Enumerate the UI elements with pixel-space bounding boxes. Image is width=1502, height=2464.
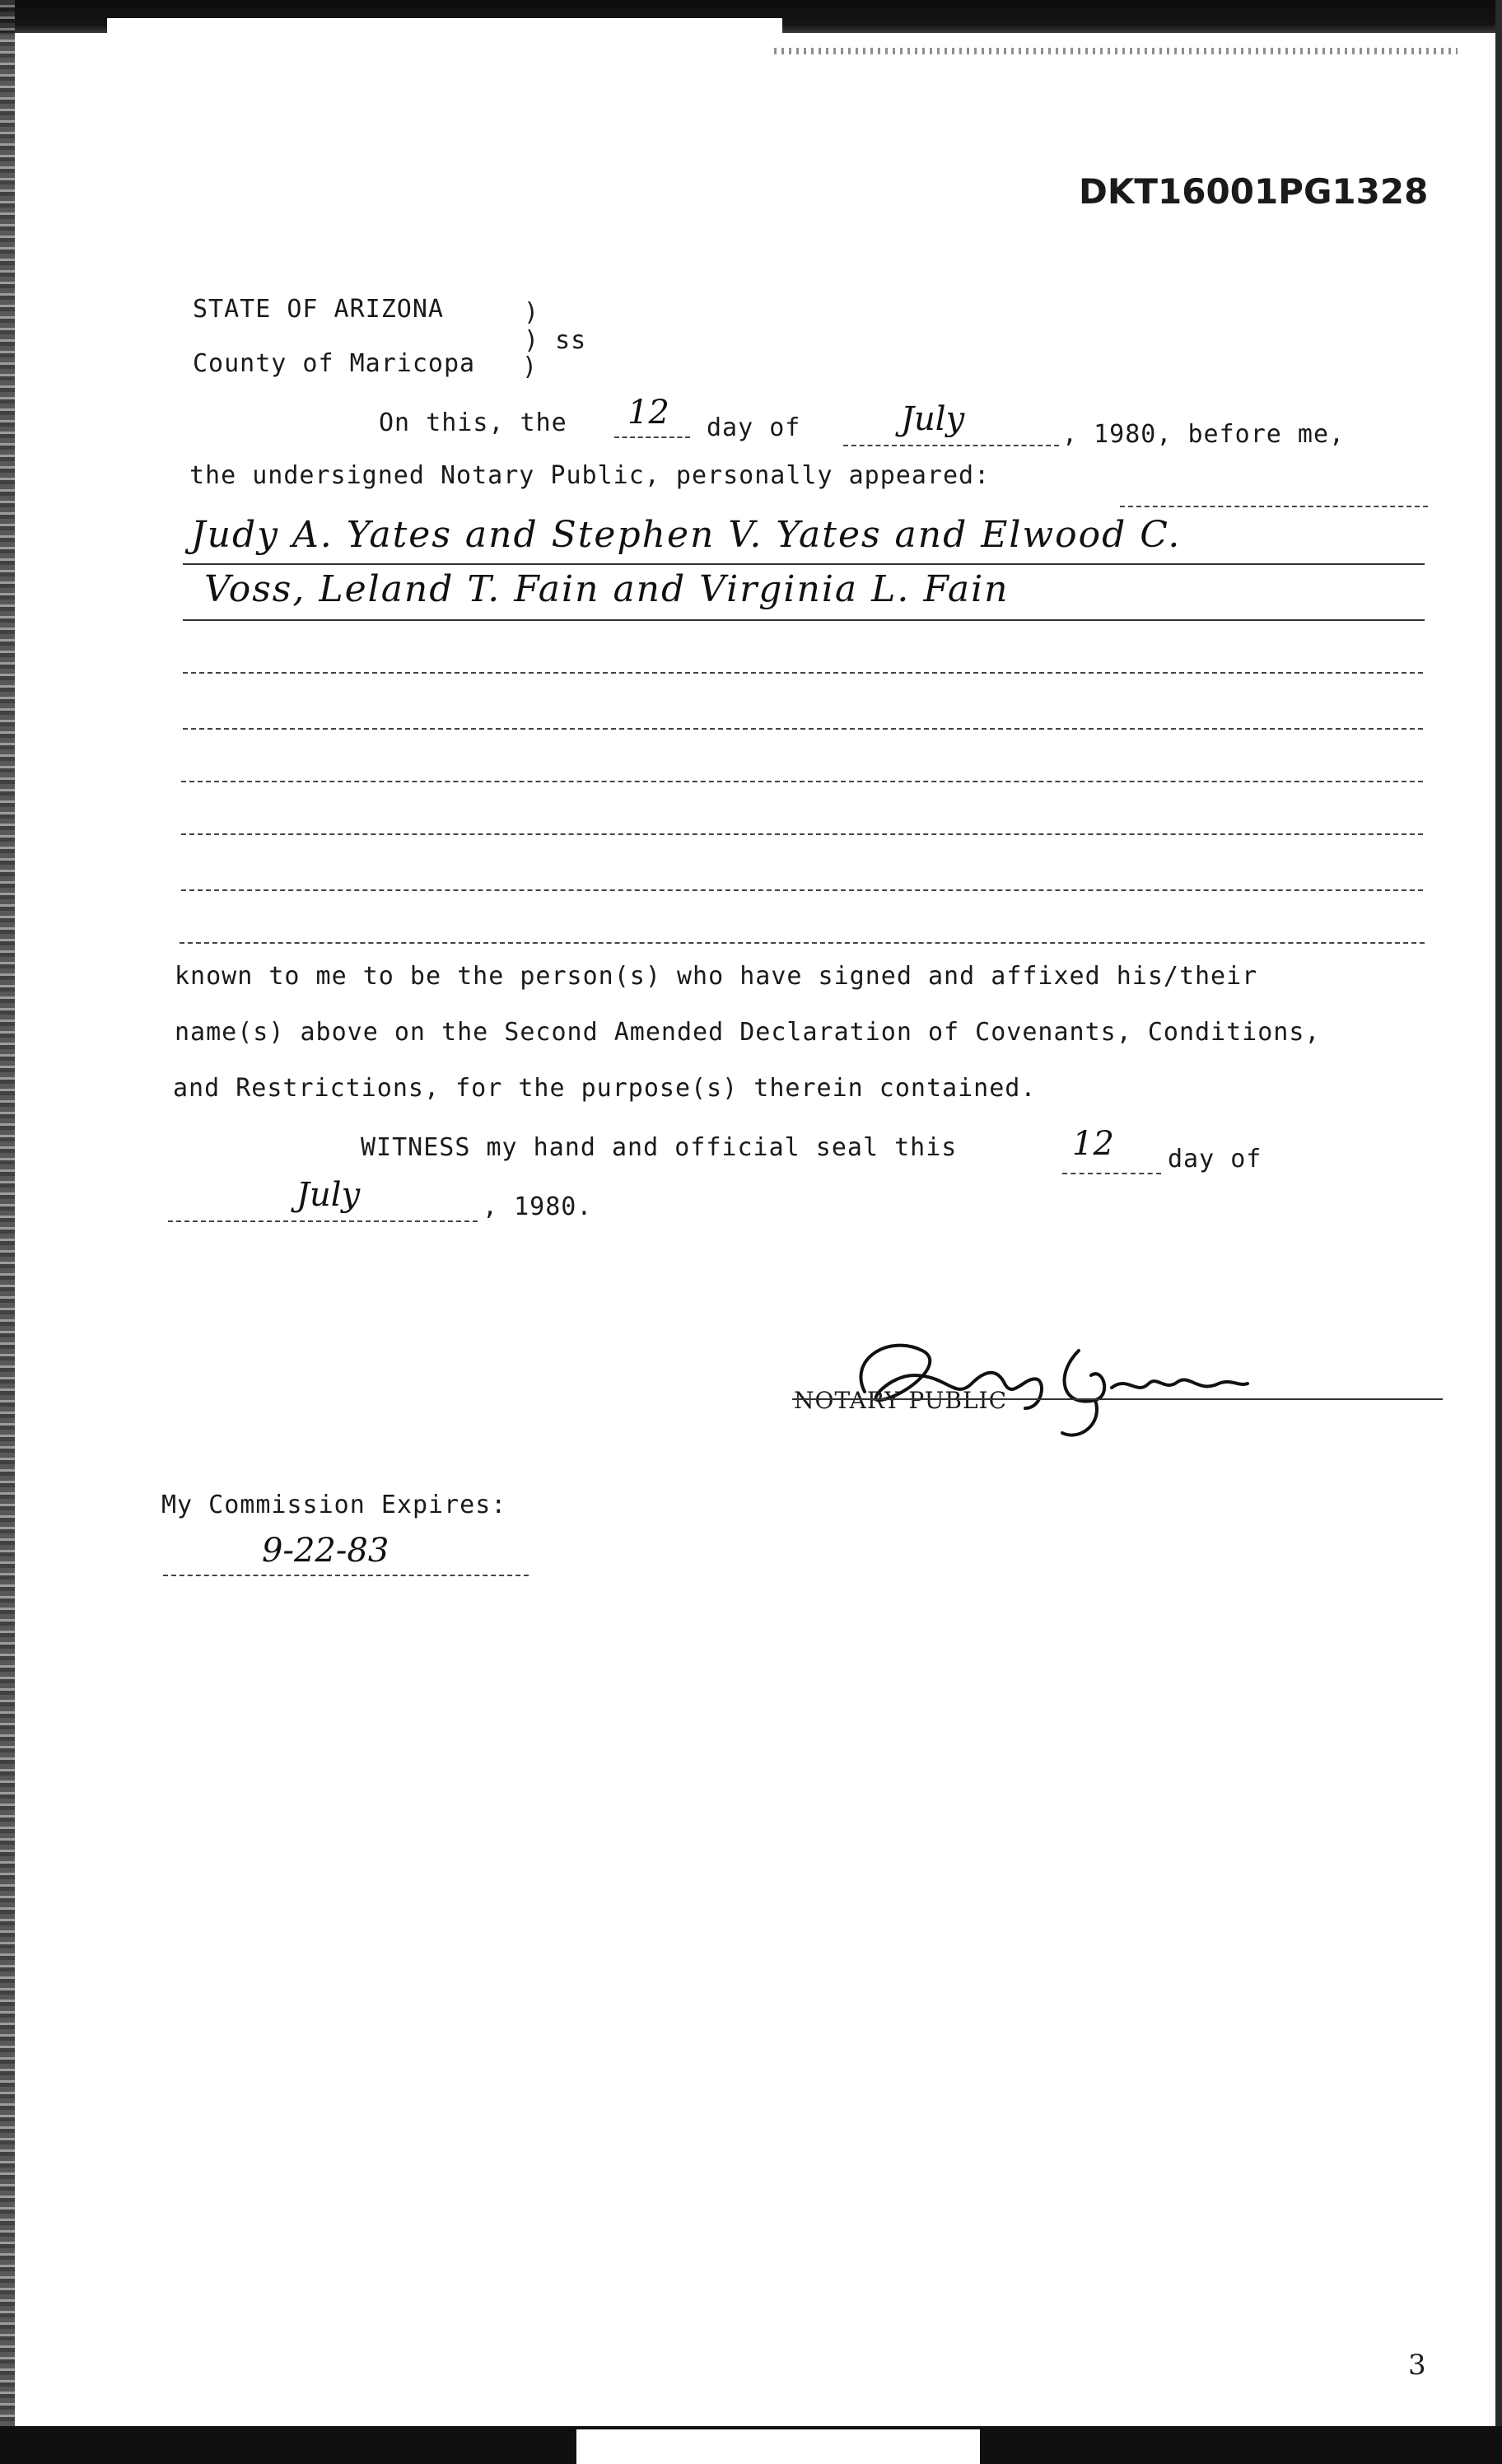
signer-names-rule-1: [183, 563, 1425, 565]
witness-year: , 1980.: [483, 1192, 593, 1221]
witness-month-blank: [168, 1220, 478, 1222]
ack-line-undersigned-blank: [1120, 506, 1428, 507]
signer-names-rule-2: [183, 619, 1425, 621]
ack-body-line-2: name(s) above on the Second Amended Declaration of Covenants, Conditions,: [175, 1018, 1321, 1047]
scan-border-gap: [107, 18, 782, 36]
venue-ss: ) ss: [524, 326, 587, 355]
signer-names-line-1: Judy A. Yates and Stephen V. Yates and Elwood C.: [191, 514, 1182, 556]
venue-county: County of Maricopa: [193, 349, 476, 378]
ack-month-blank: [843, 445, 1059, 446]
ack-day-blank: [614, 436, 690, 438]
ack-month-handwritten: July: [901, 400, 965, 438]
scan-dot-strip: [774, 48, 1458, 54]
notary-signature-rule: [792, 1398, 1443, 1400]
commission-date-blank: [163, 1575, 529, 1576]
witness-month-handwritten: July: [296, 1176, 361, 1214]
signer-names-line-2: Voss, Leland T. Fain and Virginia L. Fain: [204, 568, 1010, 610]
notary-public-label: NOTARY PUBLIC: [794, 1387, 1008, 1414]
ack-on-this: On this, the: [379, 408, 567, 437]
page-number: 3: [1408, 2349, 1426, 2382]
witness-day-blank: [1062, 1173, 1161, 1174]
commission-date-handwritten: 9-22-83: [262, 1532, 389, 1570]
notary-signature-mark: [832, 1318, 1260, 1441]
ack-body-line-3: and Restrictions, for the purpose(s) therein contained.: [173, 1074, 1037, 1103]
scan-border-right: [1495, 0, 1502, 2464]
witness-text: WITNESS my hand and official seal this: [361, 1133, 958, 1162]
ack-line-undersigned: the undersigned Notary Public, personally appeared:: [189, 461, 991, 490]
ack-body-line-1: known to me to be the person(s) who have signed and affixed his/their: [175, 962, 1258, 991]
witness-day-of: day of: [1168, 1145, 1262, 1174]
docket-number: DKT16001PG1328: [1079, 171, 1429, 212]
ack-day-of: day of: [707, 413, 801, 442]
signer-blank-line-4: [183, 728, 1423, 730]
scan-border-bottom-gap: [576, 2429, 980, 2464]
venue-paren-3: ): [522, 352, 539, 381]
venue-state: STATE OF ARIZONA: [193, 295, 444, 324]
ack-year-before-me: , 1980, before me,: [1062, 420, 1346, 449]
commission-label: My Commission Expires:: [161, 1491, 507, 1519]
witness-day-handwritten: 12: [1072, 1125, 1114, 1163]
signer-blank-line-5: [181, 781, 1423, 782]
signer-blank-line-6: [181, 833, 1423, 835]
signer-blank-line-3: [183, 672, 1423, 674]
signer-blank-line-8: [180, 942, 1425, 944]
ack-day-handwritten: 12: [627, 394, 669, 432]
signer-blank-line-7: [181, 889, 1423, 891]
scan-border-left: [0, 0, 15, 2464]
venue-paren-1: ): [524, 298, 540, 327]
